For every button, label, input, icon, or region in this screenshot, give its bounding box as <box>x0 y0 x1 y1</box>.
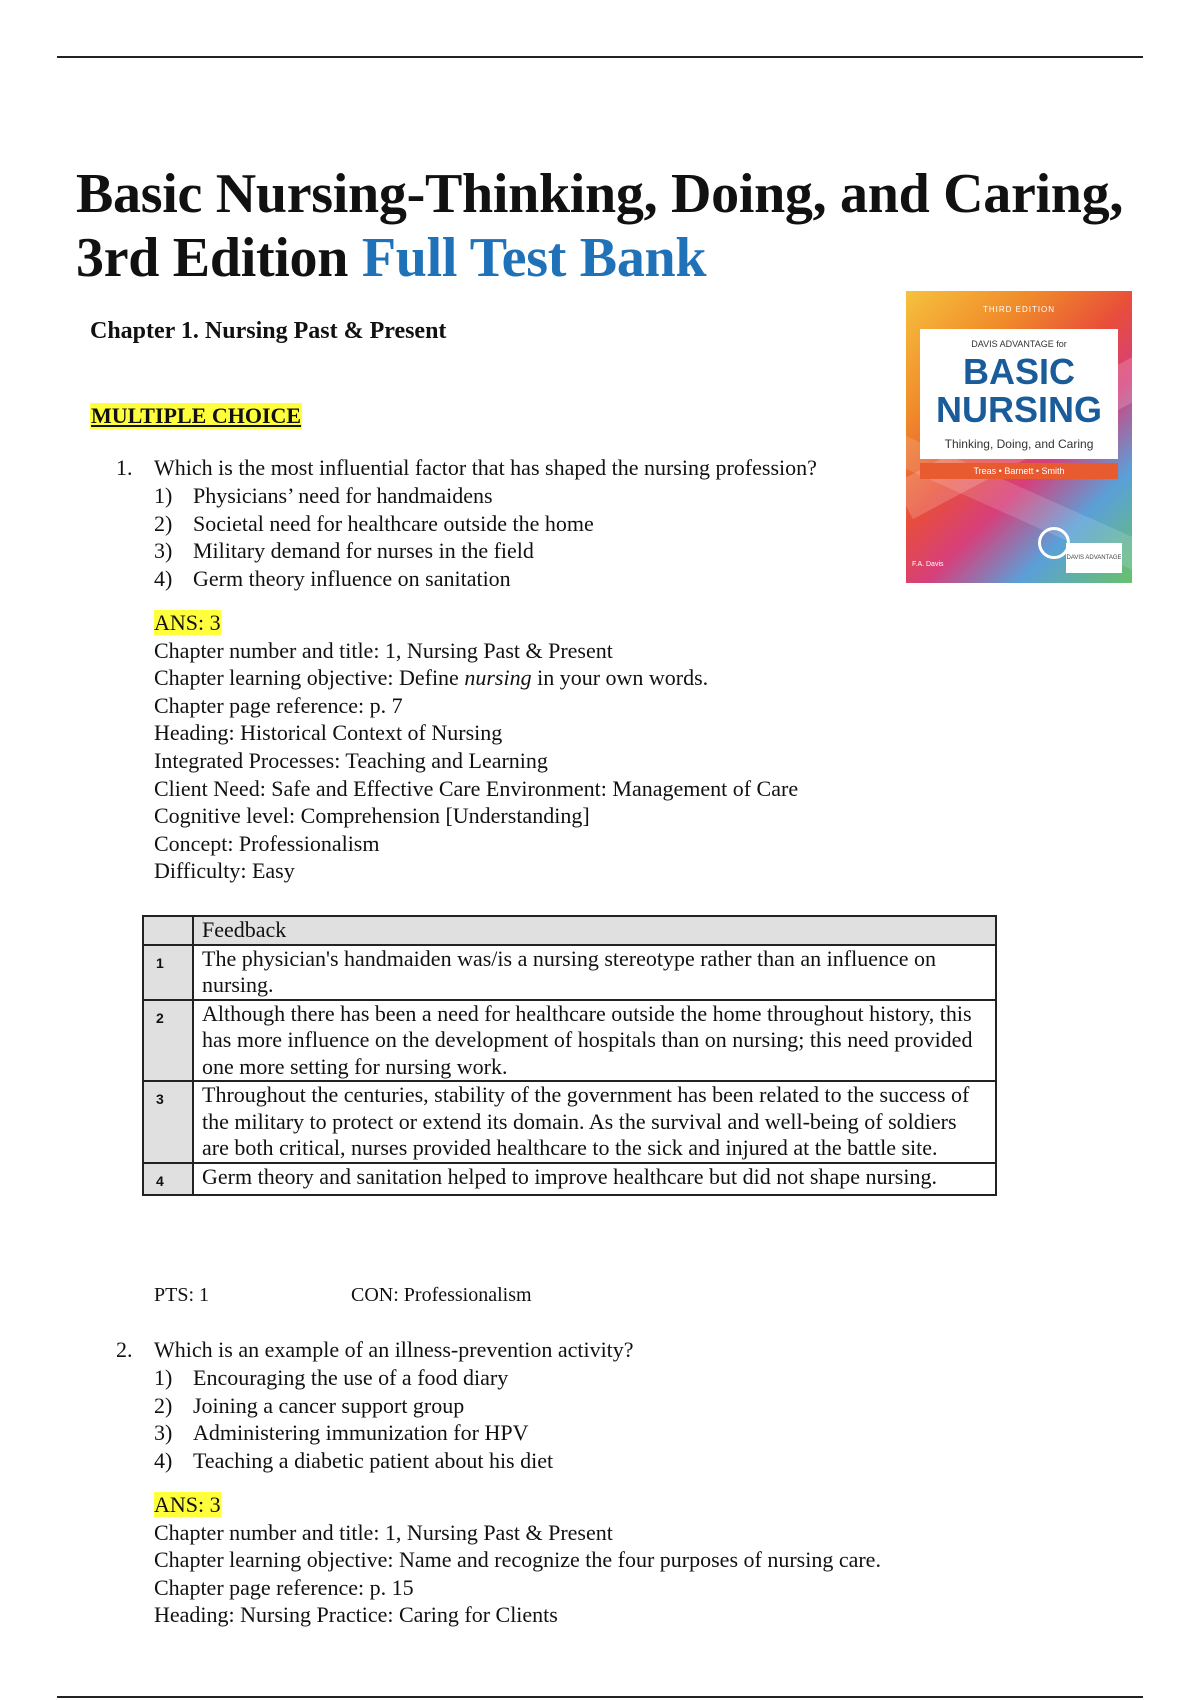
option-number: 3) <box>154 1420 173 1445</box>
top-rule <box>57 56 1143 58</box>
difficulty: Difficulty: Easy <box>154 858 295 884</box>
document-title <box>76 162 1176 290</box>
cover-publisher: F.A. Davis <box>912 561 944 568</box>
option-number: 2) <box>154 1392 173 1418</box>
cover-title-panel <box>920 329 1118 459</box>
cover-brand: DAVIS ADVANTAGE for <box>971 339 1067 349</box>
cover-advantage-badge: DAVIS ADVANTAGE <box>1066 543 1122 573</box>
option-text: Joining a cancer support group <box>193 1392 465 1418</box>
objective-prefix: Chapter learning objective: Define <box>154 665 465 691</box>
answer-key: ANS: 3 <box>154 1492 221 1517</box>
cover-title-line-1: BASIC <box>962 351 1075 392</box>
cover-edition: THIRD EDITION <box>982 305 1056 314</box>
book-cover-image <box>906 291 1132 583</box>
chapter-number-title: Chapter number and title: 1, Nursing Past & Present <box>154 1519 613 1545</box>
question-stem: Which is an example of an illness-prevention activity? <box>154 1337 634 1362</box>
option-number: 1) <box>154 1365 173 1390</box>
feedback-header: Feedback <box>193 916 996 945</box>
title-line-2 <box>76 226 1176 290</box>
option-text: Physicians’ need for handmaidens <box>193 483 493 508</box>
cover-authors: Treas • Barnett • Smith <box>920 463 1118 479</box>
option-number: 4) <box>154 1447 173 1473</box>
objective-italic: nursing <box>464 665 532 691</box>
option-text: Military demand for nurses in the field <box>193 538 534 563</box>
feedback-header-row <box>143 916 996 945</box>
chapter-heading: Chapter 1. Nursing Past & Present <box>90 318 447 344</box>
option-number: 2) <box>154 510 173 536</box>
feedback-row <box>143 945 996 1000</box>
feedback-row <box>143 1000 996 1082</box>
question-stem: Which is the most influential factor that has shaped the nursing profession? <box>154 455 817 480</box>
option-text: Teaching a diabetic patient about his diet <box>193 1447 554 1473</box>
question-number: 1. <box>116 455 133 480</box>
chapter-number-title: Chapter number and title: 1, Nursing Past & Present <box>154 637 613 663</box>
option-number: 3) <box>154 538 173 563</box>
option-text: Encouraging the use of a food diary <box>193 1365 509 1390</box>
cover-title-line-2: NURSING <box>935 389 1102 430</box>
option-text: Administering immunization for HPV <box>193 1420 529 1445</box>
cognitive-level: Cognitive level: Comprehension [Understanding] <box>154 803 590 829</box>
feedback-row <box>143 1081 996 1163</box>
question-2-metadata <box>154 1491 881 1629</box>
feedback-index: 4 <box>143 1163 193 1196</box>
feedback-index: 1 <box>143 945 193 1000</box>
question-1-metadata <box>154 609 798 885</box>
concept-tag: CON: Professionalism <box>351 1284 532 1306</box>
bottom-rule <box>57 1696 1143 1698</box>
feedback-text: Germ theory and sanitation helped to improve healthcare but did not shape nursing. <box>193 1163 996 1196</box>
option-text: Societal need for healthcare outside the home <box>193 510 594 536</box>
feedback-text: Although there has been a need for healthcare outside the home throughout history, this has more influence on the development of hospitals than on nursing; this need provided one more setting for nursing work. <box>193 1000 996 1082</box>
feedback-header-index <box>143 916 193 945</box>
question-number: 2. <box>116 1337 133 1362</box>
objective-suffix: in your own words. <box>531 665 709 691</box>
feedback-text: Throughout the centuries, stability of the government has been related to the success of the military to protect or extend its domain. As the survival and well-being of soldiers are both critical, nurses provided healthcare to the sick and injured at the battle site. <box>193 1081 996 1163</box>
title-edition: 3rd Edition <box>76 227 349 289</box>
option-text: Germ theory influence on sanitation <box>193 565 511 591</box>
answer-key: ANS: 3 <box>154 610 221 635</box>
feedback-index: 2 <box>143 1000 193 1082</box>
integrated-processes: Integrated Processes: Teaching and Learning <box>154 747 548 773</box>
title-line-1: Basic Nursing-Thinking, Doing, and Caring, <box>76 163 1124 225</box>
section-heading: MULTIPLE CHOICE <box>91 403 302 428</box>
learning-objective <box>154 664 798 692</box>
feedback-text: The physician's handmaiden was/is a nursing stereotype rather than an influence on nursing. <box>193 945 996 1000</box>
points: PTS: 1 <box>154 1284 210 1306</box>
feedback-table <box>142 915 997 1196</box>
heading-ref: Heading: Nursing Practice: Caring for Clients <box>154 1602 558 1628</box>
page-reference: Chapter page reference: p. 15 <box>154 1574 414 1600</box>
learning-objective: Chapter learning objective: Name and recognize the four purposes of nursing care. <box>154 1547 881 1573</box>
page-reference: Chapter page reference: p. 7 <box>154 692 403 718</box>
cover-subtitle: Thinking, Doing, and Caring <box>944 437 1094 451</box>
client-need: Client Need: Safe and Effective Care Environment: Management of Care <box>154 775 799 801</box>
title-accent: Full Test Bank <box>361 227 707 289</box>
option-number: 1) <box>154 483 173 508</box>
heading-ref: Heading: Historical Context of Nursing <box>154 720 503 746</box>
option-number: 4) <box>154 565 173 591</box>
feedback-index: 3 <box>143 1081 193 1163</box>
feedback-row <box>143 1163 996 1196</box>
concept: Concept: Professionalism <box>154 830 380 856</box>
